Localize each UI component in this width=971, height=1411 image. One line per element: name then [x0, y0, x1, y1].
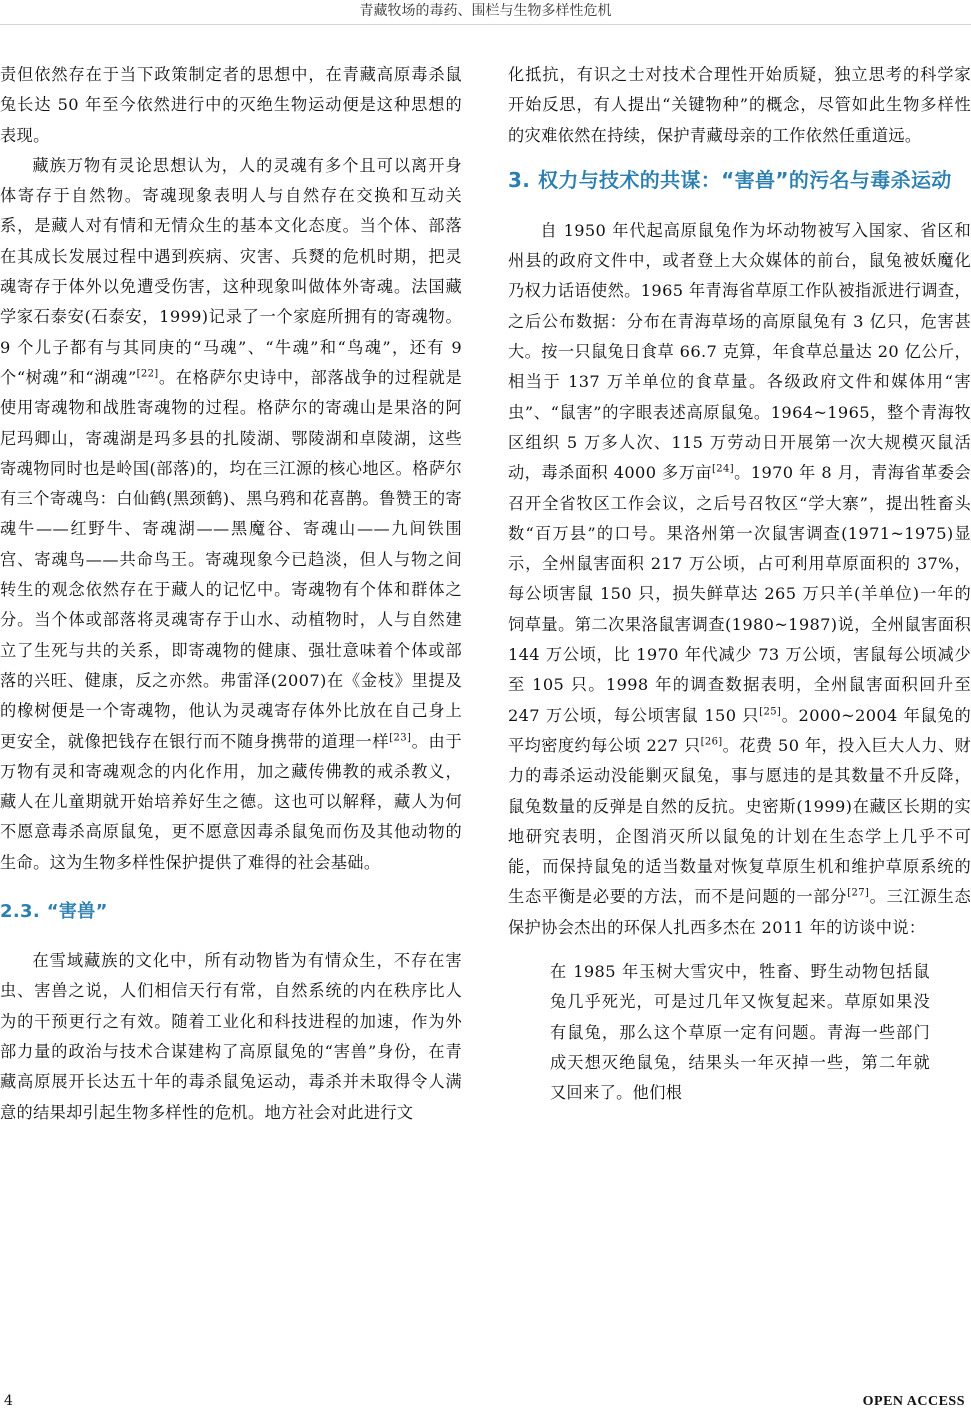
- open-access-label: OPEN ACCESS: [862, 1394, 965, 1409]
- section-heading-3: [508, 165, 971, 196]
- page-footer: [0, 1392, 971, 1411]
- citation-ref: [26]: [700, 736, 723, 748]
- paragraph-text: 。由于万物有灵和寄魂观念的内化作用，加之藏传佛教的戒杀教义，藏人在儿童期就开始培养好生之德。这也可以解释，藏人为何不愿意毒杀高原鼠兔，更不愿意因毒杀鼠兔而伤及其他动物的生命。这为生物多样性保护提供了难得的社会基础。: [0, 731, 462, 872]
- citation-ref: [25]: [759, 706, 782, 718]
- section-title: 权力与技术的共谋：“害兽”的污名与毒杀运动: [538, 167, 952, 192]
- left-column: [0, 60, 462, 1128]
- paragraph-text: 自 1950 年代起高原鼠兔作为坏动物被写入国家、省区和州县的政府文件中，或者登上大众媒体的前台，鼠兔被妖魔化乃权力话语使然。1965 年青海省草原工作队被指派进行调查，之后公布数据：分布在青海草场的高原鼠兔有 3 亿只，危害甚大。按一只鼠兔日食草 66.7 克算，年食草总量达 20 亿公斤，相当于 137 万羊单位的食草量。各级政府文件和媒体用“害虫”、“鼠害”的字眼表述高原鼠兔。1964~1965，整个青海牧区组织 5 万多人次、115 万劳动日开展第一次大规模灭鼠活动，毒杀面积 4000 多万亩: [508, 220, 971, 483]
- citation-ref: [22]: [136, 368, 159, 380]
- citation-ref: [27]: [847, 888, 870, 900]
- paragraph-text: 。三江源生态保护协会杰出的环保人扎西多杰在 2011 年的访谈中说：: [508, 887, 971, 937]
- running-title: 青藏牧场的毒药、围栏与生物多样性危机: [359, 3, 612, 19]
- page-number: 4: [4, 1393, 13, 1409]
- section-number: 2.3.: [0, 901, 41, 923]
- paragraph: [0, 151, 462, 878]
- running-header: [0, 0, 971, 25]
- paragraph-text: 。1970 年 8 月，青海省革委会召开全省牧区工作会议，之后号召牧区“学大寨”，提出牲畜头数“百万县”的口号。果洛州第一次鼠害调查(1971~1975)显示，全州鼠害面积 217 万公顷，占可利用草原面积的 37%，每公顷害鼠 150 只，损失鲜草达 265 万只羊(羊单位)一年的饲草量。第二次果洛鼠害调查(1980~1987)说，全州鼠害面积 144 万公顷，比 1970 年代减少 73 万公顷，害鼠每公顷减少至 105 只。1998 年的调查数据表明，全州鼠害面积回升至 247 万公顷，每公顷害鼠 150 只: [508, 463, 971, 725]
- section-title: “害兽”: [46, 901, 108, 923]
- paragraph-text: 。花费 50 年，投入巨大人力、财力的毒杀运动没能剿灭鼠兔，事与愿违的是其数量不升反降，鼠兔数量的反弹是自然的反抗。史密斯(1999)在藏区长期的实地研究表明，企图消灭所以鼠兔的计划在生态学上几乎不可能，而保持鼠兔的适当数量对恢复草原生机和维护草原系统的生态平衡是必要的方法，而不是问题的一部分: [508, 735, 971, 907]
- section-number: 3.: [508, 167, 531, 192]
- citation-ref: [24]: [712, 463, 734, 475]
- section-heading-2-3: [0, 898, 462, 926]
- paragraph: 在雪域藏族的文化中，所有动物皆为有情众生，不存在害虫、害兽之说，人们相信天行有常，自然系统的内在秩序比人为的干预更行之有效。随着工业化和科技进程的加速，作为外部力量的政治与技术合谋建构了高原鼠兔的“害兽”身份，在青藏高原展开长达五十年的毒杀鼠兔运动，毒杀并未取得令人满意的结果却引起生物多样性的危机。地方社会对此进行文: [0, 951, 462, 1122]
- paragraph: 化抵抗，有识之士对技术合理性开始质疑，独立思考的科学家开始反思，有人提出“关键物种”的概念，尽管如此生物多样性的灾难依然在持续，保护青藏母亲的工作依然任重道远。: [508, 65, 971, 145]
- paragraph: [508, 216, 971, 943]
- paragraph-text: 。在格萨尔史诗中，部落战争的过程就是使用寄魂物和战胜寄魂物的过程。格萨尔的寄魂山是果洛的阿尼玛卿山，寄魂湖是玛多县的扎陵湖、鄂陵湖和卓陵湖，这些寄魂物同时也是岭国(部落)的，均在三江源的核心地区。格萨尔有三个寄魂鸟：白仙鹤(黑颈鹤)、黑乌鸦和花喜鹊。鲁赞王的寄魂牛——红野牛、寄魂湖——黑魔谷、寄魂山——九间铁围宫、寄魂鸟——共命鸟王。寄魂现象今已趋淡，但人与物之间转生的观念依然存在于藏人的记忆中。寄魂物有个体和群体之分。当个体或部落将灵魂寄存于山水、动植物时，人与自然建立了生死与共的关系，即寄魂物的健康、强壮意味着个体或部落的兴旺、健康，反之亦然。弗雷泽(2007)在《金枝》里提及的橡树便是一个寄魂物，他认为灵魂寄存体外比放在自己身上更安全，就像把钱存在银行而不随身携带的道理一样: [0, 367, 462, 751]
- paragraph-text: 。2000~2004 年鼠兔的平均密度约每公顷 227 只: [508, 705, 971, 755]
- paragraph: 责但依然存在于当下政策制定者的思想中，在青藏高原毒杀鼠兔长达 50 年至今依然进行中的灭绝生物运动便是这种思想的表现。: [0, 65, 462, 145]
- paragraph-text: 藏族万物有灵论思想认为，人的灵魂有多个且可以离开身体寄存于自然物。寄魂现象表明人与自然存在交换和互动关系，是藏人对有情和无情众生的基本文化态度。当个体、部落在其成长发展过程中遇到疾病、灾害、兵燹的危机时期，把灵魂寄存于体外以免遭受伤害，这种现象叫做体外寄魂。法国藏学家石泰安(石泰安，1999)记录了一个家庭所拥有的寄魂物。9 个儿子都有与其同庚的“马魂”、“牛魂”和“鸟魂”，还有 9 个“树魂”和“湖魂”: [0, 155, 462, 387]
- right-column: [508, 60, 971, 1109]
- block-quote: 在 1985 年玉树大雪灾中，牲畜、野生动物包括鼠兔几乎死光，可是过几年又恢复起来。草原如果没有鼠兔，那么这个草原一定有问题。青海一些部门成天想灭绝鼠兔，结果头一年灭掉一些，第二年就又回来了。他们根: [550, 962, 930, 1103]
- citation-ref: [23]: [389, 732, 412, 744]
